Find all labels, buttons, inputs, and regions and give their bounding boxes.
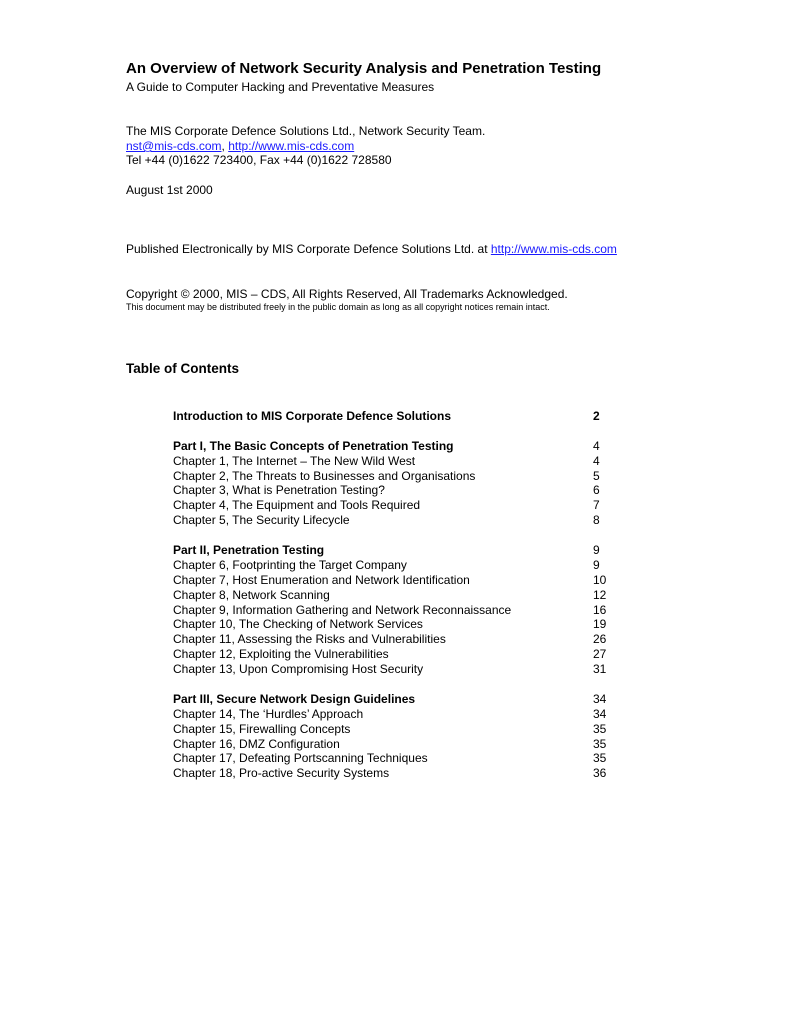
toc-chapter[interactable] <box>173 766 613 781</box>
toc-chapter[interactable] <box>173 573 613 588</box>
toc-chapter-page: 19 <box>593 617 607 632</box>
toc-chapter-page: 6 <box>593 483 600 498</box>
toc-chapter-page: 27 <box>593 647 607 662</box>
toc-chapter-label: Chapter 1, The Internet – The New Wild West <box>173 453 416 468</box>
toc-entry-label: Introduction to MIS Corporate Defence Solutions <box>173 409 452 423</box>
toc-chapter-page: 36 <box>593 766 607 781</box>
toc-chapter-label: Chapter 2, The Threats to Businesses and Organisations <box>173 468 476 483</box>
toc-chapter-label: Chapter 11, Assessing the Risks and Vulnerabilities <box>173 632 446 647</box>
toc-entry-introduction[interactable] <box>173 409 613 424</box>
toc-chapter-label: Chapter 13, Upon Compromising Host Security <box>173 662 424 677</box>
contact-separator: , <box>221 139 229 153</box>
toc-chapter-label: Chapter 10, The Checking of Network Services <box>173 617 423 632</box>
toc-chapter-label: Chapter 3, What is Penetration Testing? <box>173 483 385 498</box>
toc-chapter-label: Chapter 5, The Security Lifecycle <box>173 513 350 528</box>
toc-part-label: Part III, Secure Network Design Guidelines <box>173 691 416 706</box>
toc-chapter[interactable] <box>173 647 613 662</box>
email-link[interactable]: nst@mis-cds.com <box>126 139 222 153</box>
toc-chapter-label: Chapter 16, DMZ Configuration <box>173 736 340 751</box>
website-link[interactable]: http://www.mis-cds.com <box>228 139 355 153</box>
toc-chapter[interactable] <box>173 603 613 618</box>
toc-chapter[interactable] <box>173 498 613 513</box>
document-title: An Overview of Network Security Analysis and Penetration Testing <box>126 60 602 77</box>
toc-part-page: 9 <box>593 543 600 558</box>
toc-chapter-label: Chapter 12, Exploiting the Vulnerabilities <box>173 647 389 662</box>
published-link[interactable]: http://www.mis-cds.com <box>490 242 617 256</box>
toc-chapter-label: Chapter 6, Footprinting the Target Company <box>173 557 407 572</box>
toc-chapter-page: 10 <box>593 572 607 587</box>
toc-chapter-page: 31 <box>593 662 607 677</box>
toc-chapter[interactable] <box>173 722 613 737</box>
toc-entry-page: 2 <box>593 409 600 423</box>
toc-chapter-label: Chapter 14, The ‘Hurdles’ Approach <box>173 706 364 721</box>
toc-chapter-page: 9 <box>593 557 600 572</box>
toc-chapter[interactable] <box>173 632 613 647</box>
toc-part-label: Part II, Penetration Testing <box>173 543 325 558</box>
toc-chapter[interactable] <box>173 469 613 484</box>
phone-fax: Tel +44 (0)1622 723400, Fax +44 (0)1622 728580 <box>126 153 392 167</box>
toc-chapter[interactable] <box>173 737 613 752</box>
toc-part-page: 4 <box>593 438 600 453</box>
toc-part-3[interactable] <box>173 692 613 707</box>
toc-chapter-page: 8 <box>593 513 600 528</box>
toc-chapter[interactable] <box>173 707 613 722</box>
toc-chapter-page: 7 <box>593 498 600 513</box>
toc-chapter[interactable] <box>173 558 613 573</box>
toc-chapter-page: 4 <box>593 453 600 468</box>
toc-chapter[interactable] <box>173 662 613 677</box>
copyright-line: Copyright © 2000, MIS – CDS, All Rights Reserved, All Trademarks Acknowledged. <box>126 287 568 301</box>
toc-chapter-label: Chapter 18, Pro-active Security Systems <box>173 766 390 781</box>
toc-chapter-page: 5 <box>593 468 600 483</box>
toc-chapter-page: 26 <box>593 632 607 647</box>
toc-part-page: 34 <box>593 691 607 706</box>
toc-chapter[interactable] <box>173 454 613 469</box>
toc-chapter-label: Chapter 4, The Equipment and Tools Required <box>173 498 421 513</box>
toc-part-label: Part I, The Basic Concepts of Penetration Testing <box>173 438 454 453</box>
toc-chapter[interactable] <box>173 751 613 766</box>
document-subtitle: A Guide to Computer Hacking and Preventative Measures <box>126 80 435 94</box>
document-date: August 1st 2000 <box>126 183 213 197</box>
toc-chapter[interactable] <box>173 588 613 603</box>
toc-chapter[interactable] <box>173 617 613 632</box>
toc-part-2[interactable] <box>173 543 613 558</box>
table-of-contents <box>173 409 613 781</box>
toc-chapter[interactable] <box>173 513 613 528</box>
toc-chapter-label: Chapter 17, Defeating Portscanning Techniques <box>173 751 428 766</box>
toc-chapter-page: 12 <box>593 587 607 602</box>
team-line: The MIS Corporate Defence Solutions Ltd., Network Security Team. <box>126 124 486 138</box>
toc-heading: Table of Contents <box>126 361 239 376</box>
toc-chapter-label: Chapter 9, Information Gathering and Network Reconnaissance <box>173 602 512 617</box>
toc-chapter-page: 16 <box>593 602 607 617</box>
toc-chapter-page: 35 <box>593 721 607 736</box>
toc-part-1[interactable] <box>173 439 613 454</box>
toc-chapter-page: 34 <box>593 706 607 721</box>
toc-chapter-label: Chapter 15, Firewalling Concepts <box>173 721 351 736</box>
published-text: Published Electronically by MIS Corporate Defence Solutions Ltd. at <box>126 242 491 256</box>
toc-chapter-label: Chapter 8, Network Scanning <box>173 587 330 602</box>
toc-chapter-page: 35 <box>593 751 607 766</box>
distribution-note: This document may be distributed freely in the public domain as long as all copyright notices remain intact. <box>126 302 550 312</box>
toc-chapter[interactable] <box>173 483 613 498</box>
contact-links <box>126 139 354 153</box>
published-line <box>126 242 617 256</box>
toc-chapter-page: 35 <box>593 736 607 751</box>
toc-chapter-label: Chapter 7, Host Enumeration and Network Identification <box>173 572 470 587</box>
